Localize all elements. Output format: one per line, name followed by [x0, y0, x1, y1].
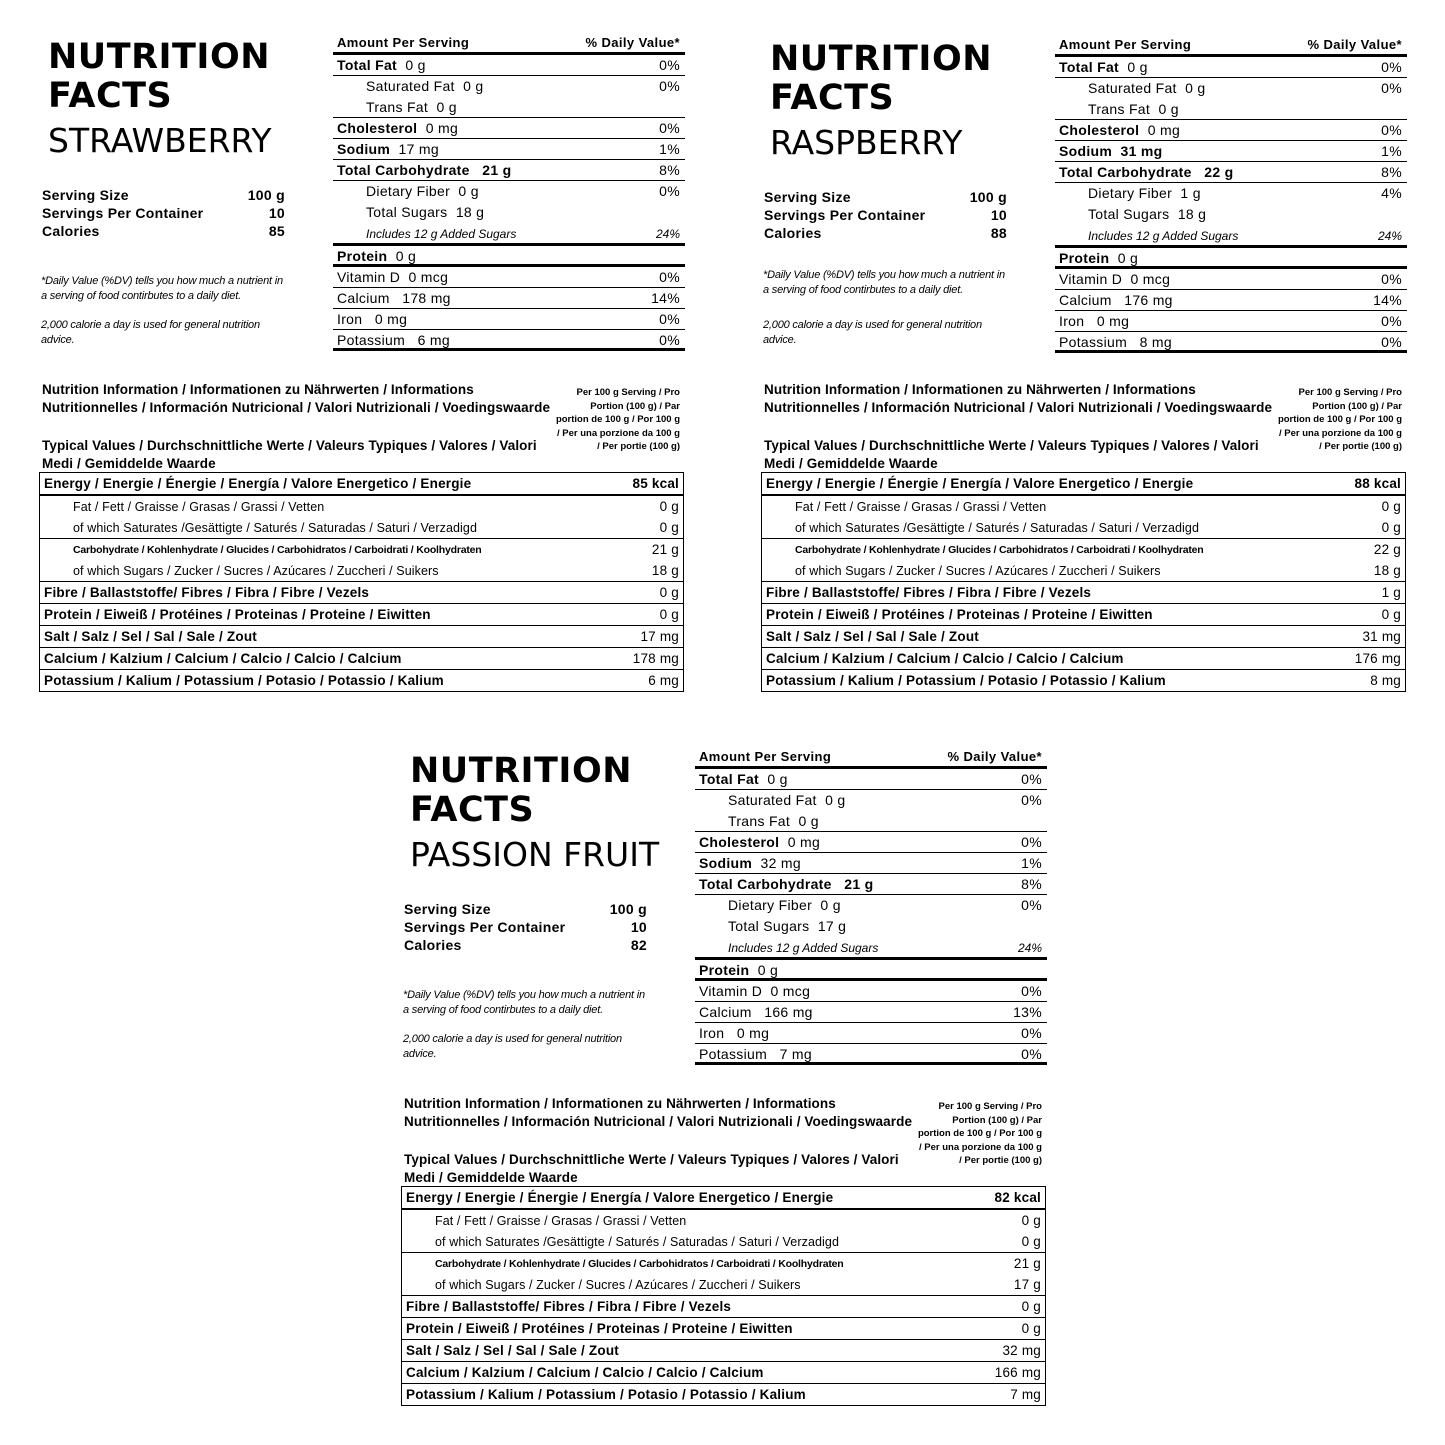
eu-energy-row: Energy / Energie / Énergie / Energía / Valore Energetico / Energie 88 kcal [762, 473, 1406, 496]
eu-energy-row: Energy / Energie / Énergie / Energía / Valore Energetico / Energie 85 kcal [40, 473, 684, 496]
total-carbohydrate-row: Total Carbohydrate 21 g 8% [333, 160, 685, 181]
nutrition-panel-passion-fruit [400, 749, 1050, 1417]
dietary-fiber-row: Dietary Fiber 0 g 0% [366, 183, 680, 199]
flavor-title: STRAWBERRY [48, 121, 272, 160]
dietary-fiber-row: Dietary Fiber 1 g 4% [1088, 185, 1402, 201]
eu-per-serving: Per 100 g Serving / Pro Portion (100 g) / Par portion de 100 g / Por 100 g / Per una porzione da 100 g / Per portie (100 g) [917, 1101, 1042, 1166]
total-fat-row: Total Fat 0 g 0% [1055, 57, 1407, 78]
eu-fibre-row: Fibre / Ballaststoffe/ Fibres / Fibra / Fibre / Vezels 0 g [40, 582, 684, 604]
total-carbohydrate-row: Total Carbohydrate 21 g 8% [695, 874, 1047, 895]
sodium-row: Sodium 31 mg 1% [1055, 141, 1407, 162]
eu-sugars-row: of which Sugars / Zucker / Sucres / Azúcares / Zuccheri / Suikers 17 g [402, 1274, 1046, 1296]
serving-info [42, 186, 285, 240]
serving-size-value: 100 g [247, 187, 285, 203]
calcium-row: Calcium 166 mg 13% [695, 1002, 1047, 1023]
vitamin-d-row: Vitamin D 0 mcg 0% [695, 981, 1047, 1002]
trans-fat-row: Trans Fat 0 g [333, 97, 685, 118]
added-sugars-row: Includes 12 g Added Sugars 24% [1055, 225, 1407, 248]
calcium-row: Calcium 176 mg 14% [1055, 290, 1407, 311]
protein-row: Protein 0 g [1055, 248, 1407, 269]
serving-size-label: Serving Size [404, 901, 491, 917]
eu-protein-row: Protein / Eiweiß / Protéines / Proteinas / Proteine / Eiwitten 0 g [402, 1318, 1046, 1340]
eu-sugars-row: of which Sugars / Zucker / Sucres / Azúcares / Zuccheri / Suikers 18 g [762, 560, 1406, 582]
sodium-row: Sodium 32 mg 1% [695, 853, 1047, 874]
eu-typical-values: Typical Values / Durchschnittliche Werte / Valeurs Typiques / Valores / Valori Medi / Gemiddelde Waarde [764, 438, 1259, 471]
servings-value: 10 [630, 919, 647, 935]
calories-label: Calories [404, 937, 462, 953]
total-fat-row: Total Fat 0 g 0% [695, 769, 1047, 790]
eu-energy-row: Energy / Energie / Énergie / Energía / Valore Energetico / Energie 82 kcal [402, 1187, 1046, 1210]
servings-value: 10 [268, 205, 285, 221]
eu-carbohydrate-row: Carbohydrate / Kohlenhydrate / Glucides / Carbohidratos / Carboidrati / Koolhydraten 21 g [73, 541, 679, 557]
total-fat-row: Total Fat 0 g 0% [333, 55, 685, 76]
calorie-note: 2,000 calorie a day is used for general nutrition advice. [763, 319, 982, 346]
eu-protein-row: Protein / Eiweiß / Protéines / Proteinas / Proteine / Eiwitten 0 g [40, 604, 684, 626]
eu-protein-row: Protein / Eiweiß / Protéines / Proteinas / Proteine / Eiwitten 0 g [762, 604, 1406, 626]
cholesterol-row: Cholesterol 0 mg 0% [695, 832, 1047, 853]
eu-saturates-row: of which Saturates /Gesättigte / Saturés / Saturadas / Saturi / Verzadigd 0 g [40, 517, 684, 539]
cholesterol-row: Cholesterol 0 mg 0% [333, 118, 685, 139]
eu-salt-row: Salt / Salz / Sel / Sal / Sale / Zout 32 mg [402, 1340, 1046, 1362]
flavor-title: RASPBERRY [770, 123, 963, 162]
nutrition-panel-strawberry [38, 35, 688, 703]
potassium-row: Potassium 6 mg 0% [333, 330, 685, 351]
eu-fat-row: Fat / Fett / Graisse / Grasas / Grassi / Vetten 0 g [73, 498, 679, 514]
eu-fat-row: Fat / Fett / Graisse / Grasas / Grassi / Vetten 0 g [435, 1212, 1041, 1228]
calories-label: Calories [42, 223, 100, 239]
protein-row: Protein 0 g [333, 246, 685, 267]
us-table-header: Amount Per Serving % Daily Value* [1055, 35, 1407, 57]
serving-size-label: Serving Size [764, 189, 851, 205]
vitamin-d-row: Vitamin D 0 mcg 0% [333, 267, 685, 288]
calories-label: Calories [764, 225, 822, 241]
eu-typical-values: Typical Values / Durchschnittliche Werte / Valeurs Typiques / Valores / Valori Medi / Gemiddelde Waarde [404, 1152, 899, 1185]
us-nutrition-table [1055, 35, 1407, 353]
calories-value: 88 [990, 225, 1007, 241]
calories-value: 82 [630, 937, 647, 953]
us-table-header: Amount Per Serving % Daily Value* [695, 747, 1047, 769]
eu-fibre-row: Fibre / Ballaststoffe/ Fibres / Fibra / Fibre / Vezels 0 g [402, 1296, 1046, 1318]
us-nutrition-table [695, 747, 1047, 1065]
protein-row: Protein 0 g [695, 960, 1047, 981]
potassium-row: Potassium 8 mg 0% [1055, 332, 1407, 353]
calorie-note: 2,000 calorie a day is used for general nutrition advice. [41, 319, 260, 346]
serving-size-label: Serving Size [42, 187, 129, 203]
iron-row: Iron 0 mg 0% [333, 309, 685, 330]
eu-carbohydrate-row: Carbohydrate / Kohlenhydrate / Glucides / Carbohidratos / Carboidrati / Koolhydraten 22 g [795, 541, 1401, 557]
eu-calcium-row: Calcium / Kalzium / Calcium / Calcio / Calcio / Calcium 166 mg [402, 1362, 1046, 1384]
servings-value: 10 [990, 207, 1007, 223]
calorie-note: 2,000 calorie a day is used for general nutrition advice. [403, 1033, 622, 1060]
eu-calcium-row: Calcium / Kalzium / Calcium / Calcio / Calcio / Calcium 176 mg [762, 648, 1406, 670]
serving-size-value: 100 g [969, 189, 1007, 205]
eu-saturates-row: of which Saturates /Gesättigte / Saturés / Saturadas / Saturi / Verzadigd 0 g [762, 517, 1406, 539]
nutrition-facts-heading: NUTRITION FACTS [770, 39, 993, 118]
dv-note: *Daily Value (%DV) tells you how much a nutrient in a serving of food contirbutes to a daily diet. [41, 275, 283, 302]
eu-saturates-row: of which Saturates /Gesättigte / Saturés / Saturadas / Saturi / Verzadigd 0 g [402, 1231, 1046, 1253]
eu-potassium-row: Potassium / Kalium / Potassium / Potasio / Potassio / Kalium 6 mg [40, 670, 684, 692]
eu-info-title: Nutrition Information / Informationen zu Nährwerten / Informations Nutritionnelles / Información Nutricional / Valori Nutrizionali / Voedingswaarde [404, 1096, 913, 1129]
total-sugars-row: Total Sugars 18 g [366, 204, 485, 220]
potassium-row: Potassium 7 mg 0% [695, 1044, 1047, 1065]
eu-sugars-row: of which Sugars / Zucker / Sucres / Azúcares / Zuccheri / Suikers 18 g [40, 560, 684, 582]
total-carbohydrate-row: Total Carbohydrate 22 g 8% [1055, 162, 1407, 183]
sodium-row: Sodium 17 mg 1% [333, 139, 685, 160]
serving-info [764, 188, 1007, 242]
eu-info-title: Nutrition Information / Informationen zu Nährwerten / Informations Nutritionnelles / Información Nutricional / Valori Nutrizionali / Voedingswaarde [764, 382, 1273, 415]
serving-info [404, 900, 647, 954]
eu-per-serving: Per 100 g Serving / Pro Portion (100 g) / Par portion de 100 g / Por 100 g / Per una porzione da 100 g / Per portie (100 g) [555, 387, 680, 452]
trans-fat-row: Trans Fat 0 g [1055, 99, 1407, 120]
calories-value: 85 [268, 223, 285, 239]
saturated-fat-row: Saturated Fat 0 g 0% [728, 792, 1042, 808]
dietary-fiber-row: Dietary Fiber 0 g 0% [728, 897, 1042, 913]
cholesterol-row: Cholesterol 0 mg 0% [1055, 120, 1407, 141]
eu-calcium-row: Calcium / Kalzium / Calcium / Calcio / Calcio / Calcium 178 mg [40, 648, 684, 670]
total-sugars-row: Total Sugars 17 g [728, 918, 847, 934]
iron-row: Iron 0 mg 0% [695, 1023, 1047, 1044]
vitamin-d-row: Vitamin D 0 mcg 0% [1055, 269, 1407, 290]
eu-nutrition-table [401, 1090, 1046, 1406]
trans-fat-row: Trans Fat 0 g [695, 811, 1047, 832]
added-sugars-row: Includes 12 g Added Sugars 24% [695, 937, 1047, 960]
eu-carbohydrate-row: Carbohydrate / Kohlenhydrate / Glucides / Carbohidratos / Carboidrati / Koolhydraten 21 g [435, 1255, 1041, 1271]
nutrition-facts-heading: NUTRITION FACTS [410, 751, 633, 830]
eu-typical-values: Typical Values / Durchschnittliche Werte / Valeurs Typiques / Valores / Valori Medi / Gemiddelde Waarde [42, 438, 537, 471]
eu-potassium-row: Potassium / Kalium / Potassium / Potasio / Potassio / Kalium 7 mg [402, 1384, 1046, 1406]
dv-note: *Daily Value (%DV) tells you how much a nutrient in a serving of food contirbutes to a daily diet. [763, 269, 1005, 296]
nutrition-panel-raspberry [760, 37, 1410, 705]
eu-info-title: Nutrition Information / Informationen zu Nährwerten / Informations Nutritionnelles / Información Nutricional / Valori Nutrizionali / Voedingswaarde [42, 382, 551, 415]
calcium-row: Calcium 178 mg 14% [333, 288, 685, 309]
serving-size-value: 100 g [609, 901, 647, 917]
eu-potassium-row: Potassium / Kalium / Potassium / Potasio / Potassio / Kalium 8 mg [762, 670, 1406, 692]
eu-fat-row: Fat / Fett / Graisse / Grasas / Grassi / Vetten 0 g [795, 498, 1401, 514]
saturated-fat-row: Saturated Fat 0 g 0% [1088, 80, 1402, 96]
eu-nutrition-table [39, 376, 684, 692]
added-sugars-row: Includes 12 g Added Sugars 24% [333, 223, 685, 246]
dv-note: *Daily Value (%DV) tells you how much a nutrient in a serving of food contirbutes to a daily diet. [403, 989, 645, 1016]
eu-salt-row: Salt / Salz / Sel / Sal / Sale / Zout 17 mg [40, 626, 684, 648]
nutrition-facts-heading: NUTRITION FACTS [48, 37, 271, 116]
eu-fibre-row: Fibre / Ballaststoffe/ Fibres / Fibra / Fibre / Vezels 1 g [762, 582, 1406, 604]
eu-salt-row: Salt / Salz / Sel / Sal / Sale / Zout 31 mg [762, 626, 1406, 648]
servings-label: Servings Per Container [764, 207, 926, 223]
flavor-title: PASSION FRUIT [410, 835, 660, 874]
iron-row: Iron 0 mg 0% [1055, 311, 1407, 332]
us-table-header: Amount Per Serving % Daily Value* [333, 33, 685, 55]
eu-per-serving: Per 100 g Serving / Pro Portion (100 g) / Par portion de 100 g / Por 100 g / Per una porzione da 100 g / Per portie (100 g) [1277, 387, 1402, 452]
saturated-fat-row: Saturated Fat 0 g 0% [366, 78, 680, 94]
us-nutrition-table [333, 33, 685, 351]
eu-nutrition-table [761, 376, 1406, 692]
servings-label: Servings Per Container [42, 205, 204, 221]
servings-label: Servings Per Container [404, 919, 566, 935]
total-sugars-row: Total Sugars 18 g [1088, 206, 1207, 222]
